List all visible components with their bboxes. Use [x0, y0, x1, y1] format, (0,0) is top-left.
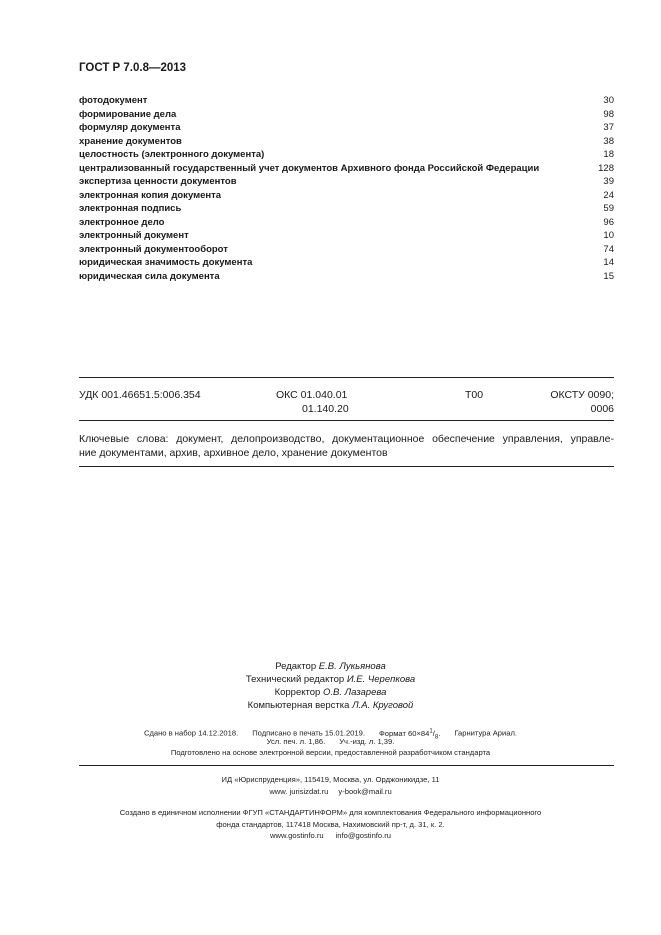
- index-term: формуляр документа: [79, 122, 181, 133]
- index-entry: [79, 176, 614, 189]
- credit-layout: [0, 700, 661, 713]
- credit-proofreader: [0, 687, 661, 700]
- index-term: электронная копия документа: [79, 189, 222, 201]
- index-entry: [79, 149, 614, 162]
- index-page: 98: [603, 108, 614, 120]
- credit-name: О.В. Лазарева: [322, 687, 387, 698]
- credit-tech-editor: [0, 674, 661, 687]
- okstu-code-2: 0006: [590, 403, 614, 415]
- credit-role: Редактор: [275, 661, 317, 672]
- udk-code: УДК 001.46651.5:006.354: [79, 389, 201, 401]
- index-entry: [79, 257, 614, 270]
- index-term: электронный документооборот: [79, 243, 228, 255]
- index-page: 128: [598, 162, 614, 174]
- imprint-prepared: Подготовлено на основе электронной версии, предоставленной разработчиком стандарта: [170, 748, 491, 757]
- producer-site-link[interactable]: www.gostinfo.ru: [269, 831, 324, 840]
- index-entry: [79, 109, 614, 122]
- index-page: 37: [603, 122, 614, 133]
- credit-role: Компьютерная верстка: [247, 700, 350, 711]
- index-entry: [79, 190, 614, 203]
- divider-middle: [79, 420, 614, 421]
- document-header: ГОСТ Р 7.0.8—2013: [79, 62, 187, 74]
- imprint-format: Формат $60\times 84^1/_8$.: [378, 728, 441, 741]
- producer-line-1: Создано в единичном исполнении ФГУП «СТАНДАРТИНФОРМ» для комплектования Федерального информационного: [119, 808, 542, 817]
- index-term: хранение документов: [79, 135, 182, 147]
- index-entry: [79, 163, 614, 176]
- index-page: 59: [603, 203, 614, 214]
- divider-top: [79, 377, 614, 378]
- producer-email-link[interactable]: info@gostinfo.ru: [335, 831, 392, 840]
- index-page: 30: [603, 95, 614, 106]
- credit-name: И.Е. Черепкова: [346, 674, 416, 685]
- keywords-line-1: Ключевые слова: документ, делопроизводство, документационное обеспечение управления, управле-: [79, 433, 614, 445]
- index-page: 14: [603, 257, 614, 268]
- index-page: 38: [603, 135, 614, 147]
- index-entry: [79, 122, 614, 135]
- index-page: 96: [603, 216, 614, 228]
- imprint-sdano: Сдано в набор 14.12.2018.: [143, 728, 239, 738]
- credit-editor: [0, 661, 661, 674]
- publisher-contacts: [0, 786, 661, 798]
- producer-line-2: фонда стандартов, 117418 Москва, Нахимовский пр-т, д. 31, к. 2.: [216, 820, 445, 829]
- credit-name: Е.В. Лукьянова: [318, 661, 386, 672]
- index-term: электронный документ: [79, 230, 189, 241]
- oks-code-2: 01.140.20: [302, 403, 349, 415]
- keywords-line-2: ние документами, архив, архивное дело, хранение документов: [79, 447, 388, 459]
- publisher-email-link[interactable]: y-book@mail.ru: [338, 787, 392, 796]
- index-page: 15: [603, 270, 614, 282]
- divider-imprint: [79, 765, 614, 766]
- index-entry: [79, 95, 614, 108]
- index-term: электронное дело: [79, 216, 165, 228]
- index-term: фотодокумент: [79, 95, 148, 106]
- index-term: формирование дела: [79, 108, 177, 120]
- index-term: централизованный государственный учет документов Архивного фонда Российской Федерации: [79, 162, 540, 174]
- credit-role: Технический редактор: [245, 674, 345, 685]
- index-term: юридическая сила документа: [79, 270, 220, 282]
- index-page: 18: [603, 149, 614, 160]
- index-term: экспертиза ценности документов: [79, 176, 237, 187]
- index-term: электронная подпись: [79, 203, 182, 214]
- keywords: [79, 432, 614, 460]
- index-entry: [79, 230, 614, 243]
- imprint-garnitura: Гарнитура Ариал.: [454, 728, 518, 738]
- index-page: 10: [603, 230, 614, 241]
- credit-name: Л.А. Круговой: [352, 700, 414, 711]
- divider-keywords: [79, 466, 614, 467]
- okstu-code-1: ОКСТУ 0090;: [550, 389, 614, 401]
- imprint-usl: Усл. печ. л. 1,86.: [266, 737, 326, 746]
- index-term: юридическая значимость документа: [79, 257, 253, 268]
- index-entry: [79, 244, 614, 257]
- index-entry: [79, 136, 614, 149]
- t-code: Т00: [465, 389, 484, 401]
- index-entry: [79, 271, 614, 284]
- index-page: 24: [603, 189, 614, 201]
- index-entry: [79, 203, 614, 216]
- oks-code-1: ОКС 01.040.01: [276, 389, 348, 401]
- index-term: целостность (электронного документа): [79, 149, 265, 160]
- publisher-line-1: ИД «Юриспруденция», 115419, Москва, ул. Орджоникидзе, 11: [221, 775, 440, 784]
- imprint-uch: Уч.-изд. л. 1,39.: [339, 737, 395, 746]
- producer-contacts: [0, 830, 661, 842]
- index-page: 74: [603, 243, 614, 255]
- index-entry: [79, 217, 614, 230]
- publisher-site-link[interactable]: www. jurisizdat.ru: [269, 787, 329, 796]
- index-page: 39: [603, 176, 614, 187]
- imprint-podpisano: Подписано в печать 15.01.2019.: [252, 728, 365, 738]
- credit-role: Корректор: [274, 687, 321, 698]
